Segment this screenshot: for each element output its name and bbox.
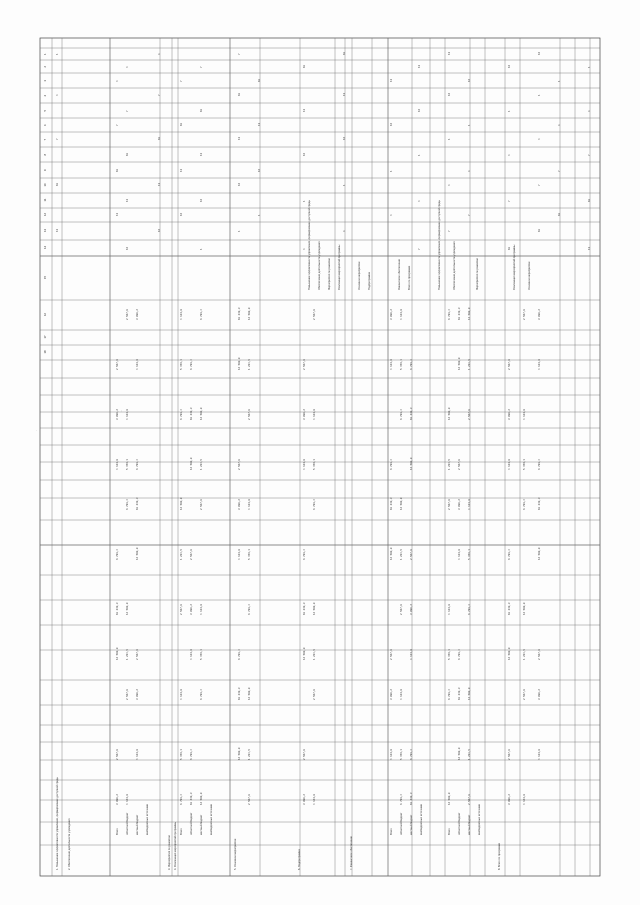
value-cell: 5 456,1 [400, 749, 403, 760]
value-cell: 2 567,0 [303, 359, 306, 370]
value-cell: 6 789,4 [126, 499, 129, 510]
value-cell: 3 890,2 [390, 689, 393, 700]
value-cell: 4 123,8 [538, 749, 541, 760]
value-cell: 12 500,0 [303, 647, 306, 660]
value-cell: 4 123,8 [468, 499, 471, 510]
source-label: Всего [448, 828, 451, 835]
small-value: 4 [390, 214, 393, 216]
value-cell: 2 567,0 [468, 794, 471, 805]
value-cell: 2 567,0 [400, 604, 403, 615]
value-cell: 12 500,0 [248, 307, 251, 320]
description-line: Повышение эффективности управления, формирование доступной среды [308, 199, 311, 290]
value-cell: 3 890,2 [116, 794, 119, 805]
value-cell: 12 500,0 [400, 497, 403, 510]
small-value: 16 [390, 122, 393, 126]
value-cell: 10 240,3 [458, 307, 461, 320]
small-value: 4 [343, 230, 346, 232]
value-cell: 12 500,0 [248, 687, 251, 700]
value-cell: 6 789,4 [190, 359, 193, 370]
value-cell: 4 123,8 [126, 794, 129, 805]
value-cell: 10 240,3 [458, 687, 461, 700]
value-cell: 4 123,8 [400, 689, 403, 700]
description-line: Основное мероприятие [528, 261, 531, 290]
column-header: 18 [43, 350, 47, 354]
value-cell: 2 567,0 [538, 649, 541, 660]
value-cell: 4 123,8 [238, 549, 241, 560]
small-value: 10 [508, 246, 511, 250]
value-cell: 10 240,3 [410, 792, 413, 805]
source-label: Всего [180, 828, 183, 835]
value-cell: 1 234,5 [180, 549, 183, 560]
value-cell: 6 789,4 [400, 409, 403, 420]
small-value: 16 [538, 51, 541, 55]
small-value: 13 [116, 212, 119, 216]
small-value: 16 [238, 182, 241, 186]
value-cell: 10 240,3 [238, 307, 241, 320]
value-cell: 10 240,3 [303, 602, 306, 615]
small-value: 16 [180, 212, 183, 216]
column-header: 1 [43, 53, 47, 55]
small-value: 10 [558, 212, 561, 216]
small-value: 4 [508, 154, 511, 156]
column-header: 11 [43, 198, 47, 202]
value-cell: 1 234,5 [468, 359, 471, 370]
row-label: 8. Всего по программе [498, 842, 501, 870]
small-value: 10 [200, 108, 203, 112]
small-value: 13 [418, 64, 421, 68]
description-line: Обеспечение деятельности учреждения [453, 241, 456, 290]
small-value: 13 [258, 122, 261, 126]
description-line: Подпрограмма [368, 272, 371, 290]
value-cell: 10 240,3 [116, 602, 119, 615]
value-cell: 4 123,8 [508, 459, 511, 470]
value-cell: 4 123,8 [180, 689, 183, 700]
value-cell: 6 789,4 [508, 549, 511, 560]
small-value: 4 [158, 53, 161, 55]
value-cell: 2 567,0 [313, 689, 316, 700]
source-label: областной бюджет [458, 812, 461, 835]
small-value: 7 [200, 66, 203, 68]
description-line: Всего по программе [408, 265, 411, 290]
description-line: Реализация мероприятий программы [513, 244, 516, 290]
value-cell: 4 123,8 [313, 794, 316, 805]
value-cell: 2 567,0 [523, 309, 526, 320]
value-cell: 10 240,3 [538, 497, 541, 510]
value-cell: 2 567,0 [126, 309, 129, 320]
value-cell: 12 500,0 [190, 457, 193, 470]
row-label: 3. Мероприятия по развитию [168, 835, 171, 870]
small-value: 1 [448, 138, 451, 140]
value-cell: 12 500,0 [390, 547, 393, 560]
value-cell: 12 500,0 [180, 497, 183, 510]
column-header: 15 [43, 275, 47, 279]
value-cell: 1 234,5 [468, 749, 471, 760]
value-cell: 4 123,8 [303, 459, 306, 470]
small-value: 10 [56, 182, 59, 186]
source-label: внебюджетные источники [478, 804, 481, 835]
small-value: 16 [258, 168, 261, 172]
source-label: местный бюджет [410, 814, 413, 835]
small-value: 13 [158, 182, 161, 186]
value-cell: 12 500,0 [538, 547, 541, 560]
value-cell: 12 500,0 [458, 357, 461, 370]
value-cell: 6 789,4 [458, 649, 461, 660]
small-value: 1 [343, 184, 346, 186]
value-cell: 6 789,4 [313, 499, 316, 510]
description-line: Основное мероприятие [358, 261, 361, 290]
source-label: местный бюджет [468, 814, 471, 835]
stray-mark: , [121, 407, 123, 412]
small-value: 10 [258, 78, 261, 82]
value-cell: 1 234,5 [448, 459, 451, 470]
small-value: 4 [303, 248, 306, 250]
source-label: внебюджетные источники [146, 804, 149, 835]
value-cell: 1 234,5 [126, 649, 129, 660]
value-cell: 3 890,2 [116, 409, 119, 420]
small-value: 13 [448, 51, 451, 55]
value-cell: 4 123,8 [248, 499, 251, 510]
value-cell: 1 234,5 [248, 749, 251, 760]
source-label: внебюджетные источники [420, 804, 423, 835]
value-cell: 6 789,4 [410, 359, 413, 370]
small-value: 4 [538, 138, 541, 140]
row-label: 7. Финансовое обеспечение [350, 836, 353, 870]
value-cell: 5 456,1 [400, 359, 403, 370]
small-value: 16 [448, 92, 451, 96]
column-header: 17 [43, 335, 47, 339]
column-header: 4 [43, 94, 47, 97]
value-cell: 12 500,0 [508, 647, 511, 660]
small-value: 4 [126, 66, 129, 68]
small-value: 10 [588, 198, 591, 202]
small-value: 16 [200, 198, 203, 202]
column-header: 12 [43, 212, 47, 216]
description-line: Повышение эффективности управления, формирование доступной среды [438, 199, 441, 290]
value-cell: 6 789,4 [200, 689, 203, 700]
small-value: 10 [158, 136, 161, 140]
small-value: 16 [468, 78, 471, 82]
value-cell: 4 123,8 [190, 649, 193, 660]
value-cell: 6 789,4 [180, 794, 183, 805]
value-cell: 5 456,1 [448, 649, 451, 660]
value-cell: 3 890,2 [458, 499, 461, 510]
value-cell: 5 456,1 [248, 549, 251, 560]
value-cell: 2 567,0 [136, 649, 139, 660]
value-cell: 2 567,0 [303, 749, 306, 760]
small-value: 1 [200, 248, 203, 250]
value-cell: 6 789,4 [410, 749, 413, 760]
value-cell: 6 789,4 [116, 549, 119, 560]
description-line: Мероприятия по развитию [476, 257, 479, 290]
small-value: 13 [56, 228, 59, 232]
value-cell: 6 789,4 [400, 794, 403, 805]
value-cell: 2 567,0 [126, 689, 129, 700]
value-cell: 12 500,0 [136, 547, 139, 560]
value-cell: 12 500,0 [238, 747, 241, 760]
small-value: 7 [468, 214, 471, 216]
value-cell: 12 500,0 [410, 457, 413, 470]
small-value: 1 [390, 170, 393, 172]
value-cell: 12 500,0 [313, 602, 316, 615]
small-value: 1 [538, 94, 541, 96]
table-frame [40, 38, 600, 876]
value-cell: 2 567,0 [190, 549, 193, 560]
value-cell: 2 567,0 [523, 689, 526, 700]
small-value: 4 [116, 80, 119, 82]
value-cell: 12 500,0 [448, 792, 451, 805]
source-label: Всего [390, 828, 393, 835]
description-line: Мероприятия по развитию [328, 257, 331, 290]
value-cell: 5 456,1 [126, 459, 129, 470]
stray-mark: . [36, 427, 38, 432]
value-cell: 4 123,8 [116, 459, 119, 470]
value-cell: 3 890,2 [136, 689, 139, 700]
value-cell: 2 567,0 [508, 359, 511, 370]
value-cell: 10 240,3 [136, 497, 139, 510]
value-cell: 4 123,8 [448, 604, 451, 615]
column-header: 6 [43, 124, 47, 126]
value-cell: 2 567,0 [200, 499, 203, 510]
description-line: Реализация мероприятий программы [338, 244, 341, 290]
value-cell: 10 240,3 [190, 407, 193, 420]
small-value: 10 [343, 51, 346, 55]
value-cell: 4 123,8 [136, 749, 139, 760]
value-cell: 4 123,8 [136, 359, 139, 370]
small-value: 16 [418, 108, 421, 112]
value-cell: 12 500,0 [238, 357, 241, 370]
small-value: 4 [56, 94, 59, 96]
value-cell: 5 456,1 [468, 549, 471, 560]
value-cell: 10 240,3 [390, 497, 393, 510]
small-value: 16 [126, 246, 129, 250]
row-label: 1. Повышение эффективности управления, формирование доступной среды [56, 776, 59, 870]
value-cell: 4 123,8 [126, 409, 129, 420]
value-cell: 3 890,2 [390, 309, 393, 320]
small-value: 1 [238, 230, 241, 232]
value-cell: 6 789,4 [190, 749, 193, 760]
source-label: Всего [116, 828, 119, 835]
value-cell: 12 500,0 [200, 792, 203, 805]
value-cell: 4 123,8 [390, 749, 393, 760]
value-cell: 6 789,4 [180, 409, 183, 420]
value-cell: 6 789,4 [390, 459, 393, 470]
small-value: 7 [126, 110, 129, 112]
small-value: 7 [508, 200, 511, 202]
description-line: Финансовое обеспечение [398, 259, 401, 290]
column-header: 8 [43, 153, 47, 156]
small-value: 10 [303, 64, 306, 68]
value-cell: 2 567,0 [313, 309, 316, 320]
value-cell: 12 500,0 [458, 747, 461, 760]
value-cell: 4 123,8 [458, 549, 461, 560]
row-label: 4. Реализация мероприятий программы [174, 821, 177, 870]
small-value: 10 [126, 152, 129, 156]
value-cell: 6 789,4 [523, 499, 526, 510]
small-value: 1 [56, 53, 59, 55]
source-label: областной бюджет [400, 812, 403, 835]
value-cell: 4 123,8 [538, 359, 541, 370]
small-value: 7 [158, 94, 161, 96]
value-cell: 12 500,0 [523, 602, 526, 615]
value-cell: 5 456,1 [200, 649, 203, 660]
small-value: 4 [418, 200, 421, 202]
value-cell: 3 890,2 [238, 499, 241, 510]
value-cell: 3 890,2 [303, 409, 306, 420]
value-cell: 3 890,2 [508, 409, 511, 420]
source-label: местный бюджет [136, 814, 139, 835]
small-value: 4 [448, 184, 451, 186]
value-cell: 4 123,8 [400, 309, 403, 320]
value-cell: 6 789,4 [448, 309, 451, 320]
value-cell: 3 890,2 [136, 309, 139, 320]
row-label: 6. Подпрограмма [298, 849, 301, 870]
small-value: 7 [56, 138, 59, 140]
value-cell: 12 500,0 [116, 647, 119, 660]
description-line: Обеспечение деятельности учреждения [318, 241, 321, 290]
value-cell: 12 500,0 [468, 307, 471, 320]
small-value: 13 [343, 92, 346, 96]
value-cell: 4 123,8 [313, 409, 316, 420]
small-value: 7 [538, 184, 541, 186]
value-cell: 10 240,3 [238, 687, 241, 700]
value-cell: 5 456,1 [523, 459, 526, 470]
row-label: 5. Основное мероприятие [234, 838, 237, 870]
value-cell: 6 789,4 [468, 604, 471, 615]
value-cell: 6 789,4 [238, 649, 241, 660]
source-label: внебюджетные источники [210, 804, 213, 835]
value-cell: 3 890,2 [303, 794, 306, 805]
source-label: областной бюджет [126, 812, 129, 835]
value-cell: 2 567,0 [508, 749, 511, 760]
value-cell: 2 567,0 [238, 459, 241, 470]
small-value: 16 [158, 228, 161, 232]
column-header: 3 [43, 79, 47, 82]
value-cell: 6 789,4 [448, 689, 451, 700]
value-cell: 2 567,0 [248, 794, 251, 805]
value-cell: 2 567,0 [116, 359, 119, 370]
value-cell: 2 567,0 [180, 604, 183, 615]
small-value: 13 [303, 108, 306, 112]
value-cell: 1 234,5 [200, 459, 203, 470]
value-cell: 2 567,0 [390, 649, 393, 660]
value-cell: 4 123,8 [410, 649, 413, 660]
small-value: 7 [448, 230, 451, 232]
value-cell: 12 500,0 [468, 687, 471, 700]
small-value: 7 [418, 248, 421, 250]
column-header: 7 [43, 138, 47, 141]
value-cell: 12 500,0 [200, 407, 203, 420]
value-cell: 10 240,3 [508, 602, 511, 615]
value-cell: 2 567,0 [116, 749, 119, 760]
column-header: 5 [43, 109, 47, 112]
column-header: 2 [43, 65, 47, 68]
small-value: 7 [116, 124, 119, 126]
small-value: 13 [126, 198, 129, 202]
value-cell: 2 567,0 [468, 409, 471, 420]
value-cell: 3 890,2 [190, 604, 193, 615]
small-value: 13 [588, 246, 591, 250]
small-value: 1 [558, 80, 561, 82]
value-cell: 2 567,0 [458, 459, 461, 470]
small-value: 10 [538, 228, 541, 232]
value-cell: 1 234,5 [400, 549, 403, 560]
value-cell: 1 234,5 [248, 359, 251, 370]
small-value: 16 [303, 152, 306, 156]
small-value: 13 [180, 168, 183, 172]
small-value: 7 [558, 170, 561, 172]
small-value: 4 [588, 110, 591, 112]
value-cell: 3 890,2 [410, 604, 413, 615]
value-cell: 6 789,4 [136, 459, 139, 470]
small-value: 7 [238, 53, 241, 55]
value-cell: 3 890,2 [538, 309, 541, 320]
value-cell: 2 567,0 [248, 409, 251, 420]
value-cell: 4 123,8 [523, 794, 526, 805]
small-value: 1 [588, 66, 591, 68]
value-cell: 6 789,4 [248, 604, 251, 615]
value-cell: 5 456,1 [313, 459, 316, 470]
value-cell: 2 567,0 [410, 549, 413, 560]
small-value: 1 [468, 124, 471, 126]
value-cell: 5 456,1 [180, 749, 183, 760]
value-cell: 12 500,0 [448, 407, 451, 420]
value-cell: 10 240,3 [410, 407, 413, 420]
small-value: 13 [238, 136, 241, 140]
small-value: 10 [180, 122, 183, 126]
small-value: 1 [303, 200, 306, 202]
value-cell: 3 890,2 [538, 689, 541, 700]
small-value: 13 [200, 152, 203, 156]
value-cell: 2 567,0 [448, 499, 451, 510]
value-cell: 5 456,1 [180, 359, 183, 370]
value-cell: 3 890,2 [508, 794, 511, 805]
column-header: 14 [43, 245, 47, 249]
value-cell: 6 789,4 [303, 549, 306, 560]
column-header: 10 [43, 183, 47, 187]
small-value: 1 [418, 154, 421, 156]
value-cell: 6 789,4 [200, 309, 203, 320]
small-value: 1 [508, 110, 511, 112]
column-header: 13 [43, 228, 47, 232]
value-cell: 4 123,8 [200, 604, 203, 615]
column-header: 9 [43, 169, 47, 171]
small-value: 7 [180, 80, 183, 82]
small-value: 16 [343, 136, 346, 140]
small-value: 10 [116, 168, 119, 172]
value-cell: 4 123,8 [180, 309, 183, 320]
small-value: 4 [468, 170, 471, 172]
source-label: местный бюджет [200, 814, 203, 835]
small-value: 13 [390, 78, 393, 82]
value-cell: 6 789,4 [538, 459, 541, 470]
source-label: областной бюджет [190, 812, 193, 835]
small-value: 1 [258, 214, 261, 216]
row-label: 2. Обеспечение деятельности учреждения [68, 818, 71, 870]
value-cell: 4 123,8 [523, 409, 526, 420]
value-cell: 1 234,5 [313, 649, 316, 660]
small-value: 16 [508, 64, 511, 68]
value-cell: 4 123,8 [390, 359, 393, 370]
small-value: 4 [558, 124, 561, 126]
small-value: 7 [588, 154, 591, 156]
value-cell: 10 240,3 [190, 792, 193, 805]
value-cell: 1 234,5 [523, 649, 526, 660]
column-header: 16 [43, 312, 47, 316]
small-value: 10 [238, 92, 241, 96]
value-cell: 12 500,0 [126, 602, 129, 615]
